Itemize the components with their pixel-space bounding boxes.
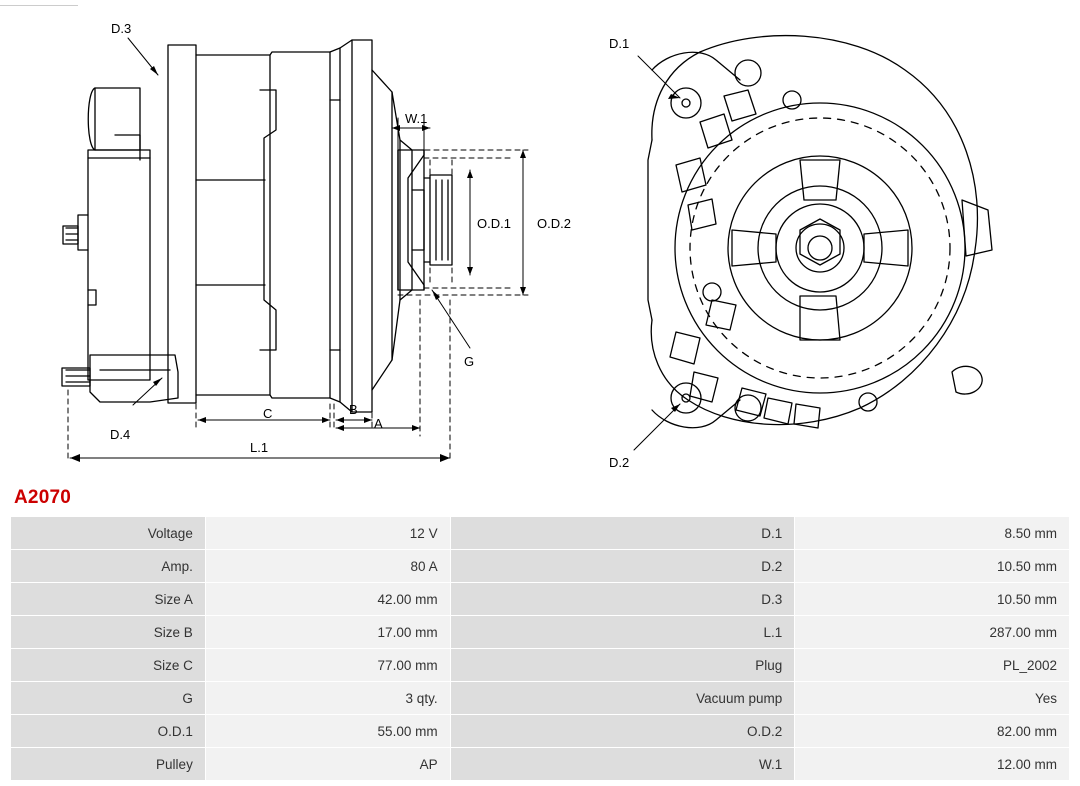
spec-value: 77.00 mm [205,649,450,682]
spec-value: 10.50 mm [795,583,1070,616]
spec-label: G [11,682,206,715]
spec-label: Size C [11,649,206,682]
spec-label: Pulley [11,748,206,781]
spec-value: 82.00 mm [795,715,1070,748]
table-row [11,715,1070,748]
spec-label: Size B [11,616,206,649]
table-row [11,616,1070,649]
spec-value: PL_2002 [795,649,1070,682]
spec-label: O.D.2 [450,715,795,748]
side-view-drawing [62,38,470,412]
spec-label: O.D.1 [11,715,206,748]
label-a: A [374,416,383,431]
label-d4: D.4 [110,427,131,442]
spec-value: 12 V [205,517,450,550]
table-row [11,748,1070,781]
label-d3: D.3 [111,21,132,36]
spec-value: Yes [795,682,1070,715]
spec-value: 3 qty. [205,682,450,715]
spec-value: 17.00 mm [205,616,450,649]
spec-value: 12.00 mm [795,748,1070,781]
dimension-lines [68,118,528,462]
label-b: B [349,402,358,417]
table-row [11,517,1070,550]
spec-label: D.3 [450,583,795,616]
spec-value: 8.50 mm [795,517,1070,550]
front-view-drawing [634,36,992,450]
table-row [11,550,1070,583]
spec-label: Voltage [11,517,206,550]
part-number: A2070 [14,487,71,508]
label-od2: O.D.2 [537,216,571,231]
table-row [11,583,1070,616]
spec-value: 287.00 mm [795,616,1070,649]
spec-value: 55.00 mm [205,715,450,748]
spec-label: Amp. [11,550,206,583]
specifications-table [10,516,1070,781]
spec-label: D.1 [450,517,795,550]
label-d1: D.1 [609,36,630,51]
table-row [11,682,1070,715]
spec-label: Size A [11,583,206,616]
label-w1: W.1 [405,111,428,126]
label-od1: O.D.1 [477,216,511,231]
spec-label: Plug [450,649,795,682]
spec-value: 80 A [205,550,450,583]
spec-label: L.1 [450,616,795,649]
label-l1: L.1 [250,440,269,455]
label-c: C [263,406,273,421]
spec-value: 42.00 mm [205,583,450,616]
spec-value: 10.50 mm [795,550,1070,583]
label-g: G [464,354,475,369]
table-row [11,649,1070,682]
spec-label: Vacuum pump [450,682,795,715]
label-d2: D.2 [609,455,630,470]
spec-value: AP [205,748,450,781]
spec-label: W.1 [450,748,795,781]
spec-label: D.2 [450,550,795,583]
